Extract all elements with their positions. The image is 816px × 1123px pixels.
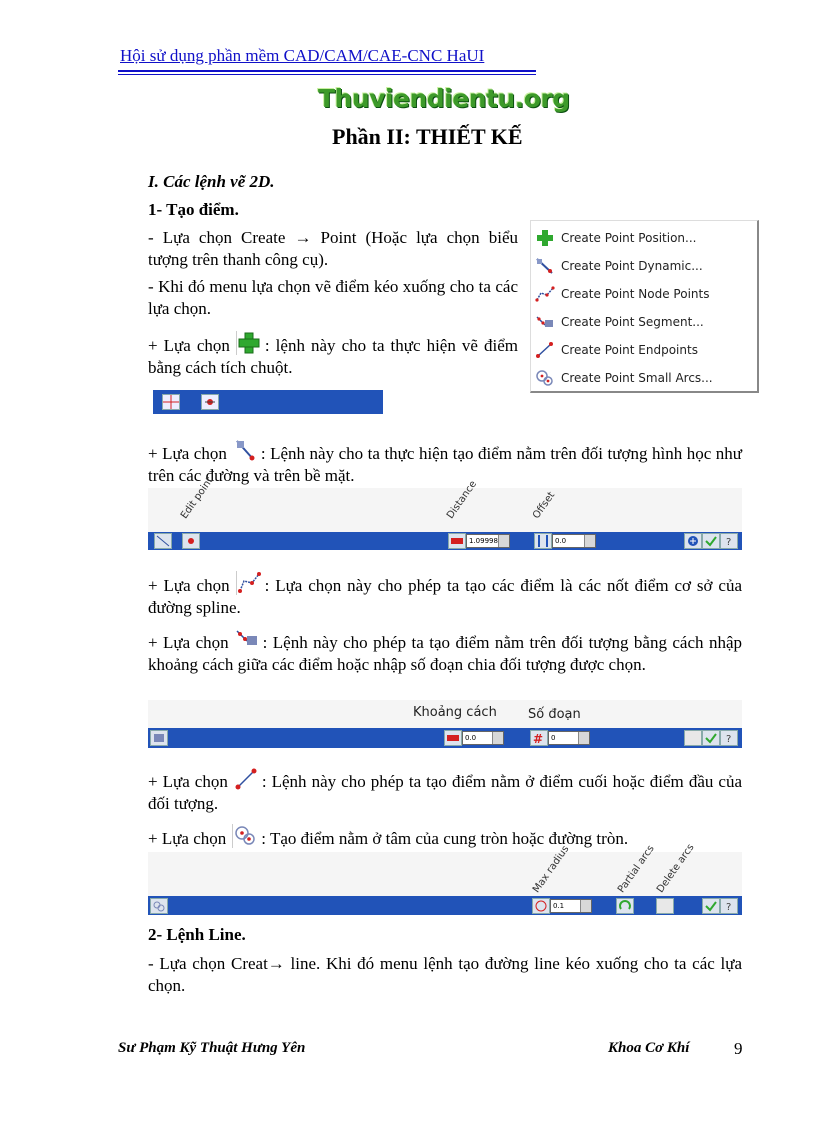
- point-p6: [148, 628, 742, 676]
- apply-icon[interactable]: [684, 730, 702, 746]
- menu-item-point-segment[interactable]: [535, 310, 704, 334]
- header-text: Hội sử dụng phần mềm CAD/CAM/CAE-CNC HaUI: [120, 46, 485, 65]
- point-p7: [148, 767, 742, 815]
- create-point-node-icon: [535, 285, 555, 303]
- distance-value: 1.09998: [469, 537, 498, 545]
- create-point-menu: [530, 220, 759, 393]
- partial-arcs-label: Partial arcs: [615, 843, 657, 895]
- point-p4: [148, 439, 742, 487]
- menu-item-point-small-arcs[interactable]: [535, 366, 713, 390]
- svg-text:?: ?: [726, 537, 732, 548]
- spacing-value: 0.0: [465, 734, 477, 742]
- chevron-down-icon[interactable]: [498, 535, 509, 547]
- footer-faculty: Khoa Cơ Khí: [608, 1040, 690, 1056]
- small-arcs-icon[interactable]: [150, 898, 168, 914]
- menu-item-label: Create Point Endpoints: [561, 343, 698, 357]
- menu-item-point-endpoints[interactable]: [535, 338, 698, 362]
- svg-text:#: #: [533, 732, 544, 745]
- max-radius-field[interactable]: [550, 899, 592, 913]
- menu-item-point-position[interactable]: [535, 226, 696, 250]
- p3-post: : lệnh này cho ta thực hiện vẽ điểm bằng cách tích chuột.: [148, 336, 519, 377]
- create-point-segment-icon: [235, 628, 259, 652]
- p8-post: : Tạo điểm nằm ở tâm của cung tròn hoặc đường tròn.: [261, 829, 629, 848]
- spacing-label: Khoảng cách: [413, 705, 497, 720]
- point-position-toolbar: [153, 390, 383, 414]
- create-point-small-arcs-icon: [232, 824, 257, 848]
- p5-post: : Lựa chọn này cho phép ta tạo các điểm là các nốt điểm cơ sở của đường spline.: [148, 576, 742, 617]
- menu-item-label: Create Point Position...: [561, 231, 697, 245]
- toolbar2-label-area: [148, 475, 742, 532]
- dynamic-point-icon[interactable]: [154, 533, 172, 549]
- apply-icon[interactable]: [684, 533, 702, 549]
- p7-pre: + Lựa chọn: [148, 772, 228, 791]
- line-heading: 2- Lệnh Line.: [148, 925, 246, 944]
- chevron-down-icon[interactable]: [580, 900, 591, 912]
- p3-pre: + Lựa chọn: [148, 336, 230, 355]
- segments-label: Số đoạn: [528, 707, 581, 722]
- menu-item-label: Create Point Node Points: [561, 287, 710, 301]
- edit-point-label: Edit point: [178, 475, 216, 521]
- point-heading: 1- Tạo điểm.: [148, 200, 239, 219]
- segments-icon: [530, 730, 548, 746]
- distance-label: Distance: [444, 478, 480, 521]
- menu-item-label: Create Point Small Arcs...: [561, 371, 713, 385]
- line-p1: - Lựa chọn Creat→ line. Khi đó menu lệnh tạo đường line kéo xuống cho ta các lựa chọn.: [148, 954, 742, 995]
- point-p2: - Khi đó menu lựa chọn vẽ điểm kéo xuống cho ta các lựa chọn.: [148, 277, 518, 318]
- create-point-position-icon: [535, 229, 555, 247]
- p5-pre: + Lựa chọn: [148, 576, 230, 595]
- segments-value: 0: [551, 734, 556, 742]
- help-icon[interactable]: [720, 898, 738, 914]
- menu-item-point-dynamic[interactable]: [535, 254, 703, 278]
- create-point-endpoints-icon: [234, 767, 258, 791]
- site-logo: Thuviendientu.org: [318, 84, 570, 113]
- offset-icon: [534, 533, 552, 549]
- p4-pre: + Lựa chọn: [148, 444, 227, 463]
- spacing-icon: [444, 730, 462, 746]
- small-arcs-toolbar: [148, 896, 742, 915]
- toolbar3-label-area: [148, 700, 742, 728]
- p6-post: : Lệnh này cho phép ta tạo điểm nằm trên đối tượng bằng cách nhập khoảng cách giữa các điểm hoặc nhập số đoạn chia đối tượng được chọn.: [148, 633, 742, 674]
- segments-field[interactable]: [548, 731, 590, 745]
- segment-point-icon[interactable]: [150, 730, 168, 746]
- footer-school: Sư Phạm Kỹ Thuật Hưng Yên: [118, 1040, 306, 1056]
- menu-item-point-node-points[interactable]: [535, 282, 709, 306]
- point-p3: [148, 331, 518, 379]
- create-point-node-icon: [236, 571, 261, 595]
- point-marker-icon[interactable]: [182, 533, 200, 549]
- partial-arcs-toggle[interactable]: [616, 898, 634, 914]
- offset-field[interactable]: [552, 534, 596, 548]
- radius-value: 0.1: [553, 902, 565, 910]
- help-icon[interactable]: [720, 533, 738, 549]
- delete-arcs-toggle[interactable]: [656, 898, 674, 914]
- ok-check-icon[interactable]: [702, 533, 720, 549]
- toolbar4-label-area: [148, 842, 742, 896]
- header-rule-1: [118, 70, 536, 72]
- p8-pre: + Lựa chọn: [148, 829, 227, 848]
- delete-arcs-label: Delete arcs: [654, 842, 697, 895]
- distance-icon: [448, 533, 466, 549]
- menu-item-label: Create Point Segment...: [561, 315, 704, 329]
- p4-post: : Lệnh này cho ta thực hiện tạo điểm nằm trên đối tượng hình học như trên các đường và trên bề mặt.: [148, 444, 742, 485]
- p7-post: : Lệnh này cho phép ta tạo điểm nằm ở điểm cuối hoặc điểm đầu của đối tượng.: [148, 772, 742, 813]
- menu-item-label: Create Point Dynamic...: [561, 259, 703, 273]
- chevron-down-icon[interactable]: [492, 732, 503, 744]
- max-radius-label: Max radius: [530, 843, 572, 895]
- create-point-segment-icon: [535, 313, 555, 331]
- offset-label: Offset: [530, 490, 558, 521]
- svg-text:?: ?: [726, 902, 732, 913]
- distance-field[interactable]: [466, 534, 510, 548]
- create-point-endpoints-icon: [535, 341, 555, 359]
- header-rule-2: [118, 74, 536, 75]
- spacing-field[interactable]: [462, 731, 504, 745]
- help-icon[interactable]: [720, 730, 738, 746]
- p6-pre: + Lựa chọn: [148, 633, 229, 652]
- create-point-small-arcs-icon: [535, 369, 555, 387]
- dynamic-point-toolbar: [148, 532, 742, 550]
- chevron-down-icon[interactable]: [584, 535, 595, 547]
- chevron-down-icon[interactable]: [578, 732, 589, 744]
- svg-text:?: ?: [726, 734, 732, 745]
- ok-check-icon[interactable]: [702, 898, 720, 914]
- section-heading: I. Các lệnh vẽ 2D.: [148, 172, 275, 191]
- crosshair-icon[interactable]: [162, 394, 180, 410]
- point-p5: [148, 571, 742, 619]
- create-point-dynamic-icon: [233, 439, 257, 463]
- create-point-position-icon: [236, 331, 261, 355]
- point-marker-icon[interactable]: [201, 394, 219, 410]
- page-title: Phần II: THIẾT KẾ: [332, 124, 523, 149]
- create-point-dynamic-icon: [535, 257, 555, 275]
- radius-icon: [532, 898, 550, 914]
- segment-point-toolbar: [148, 728, 742, 748]
- ok-check-icon[interactable]: [702, 730, 720, 746]
- page-number: 9: [734, 1039, 743, 1058]
- offset-value: 0.0: [555, 537, 567, 545]
- point-p1: - Lựa chọn Create → Point (Hoặc lựa chọn biểu tượng trên thanh công cụ).: [148, 228, 518, 269]
